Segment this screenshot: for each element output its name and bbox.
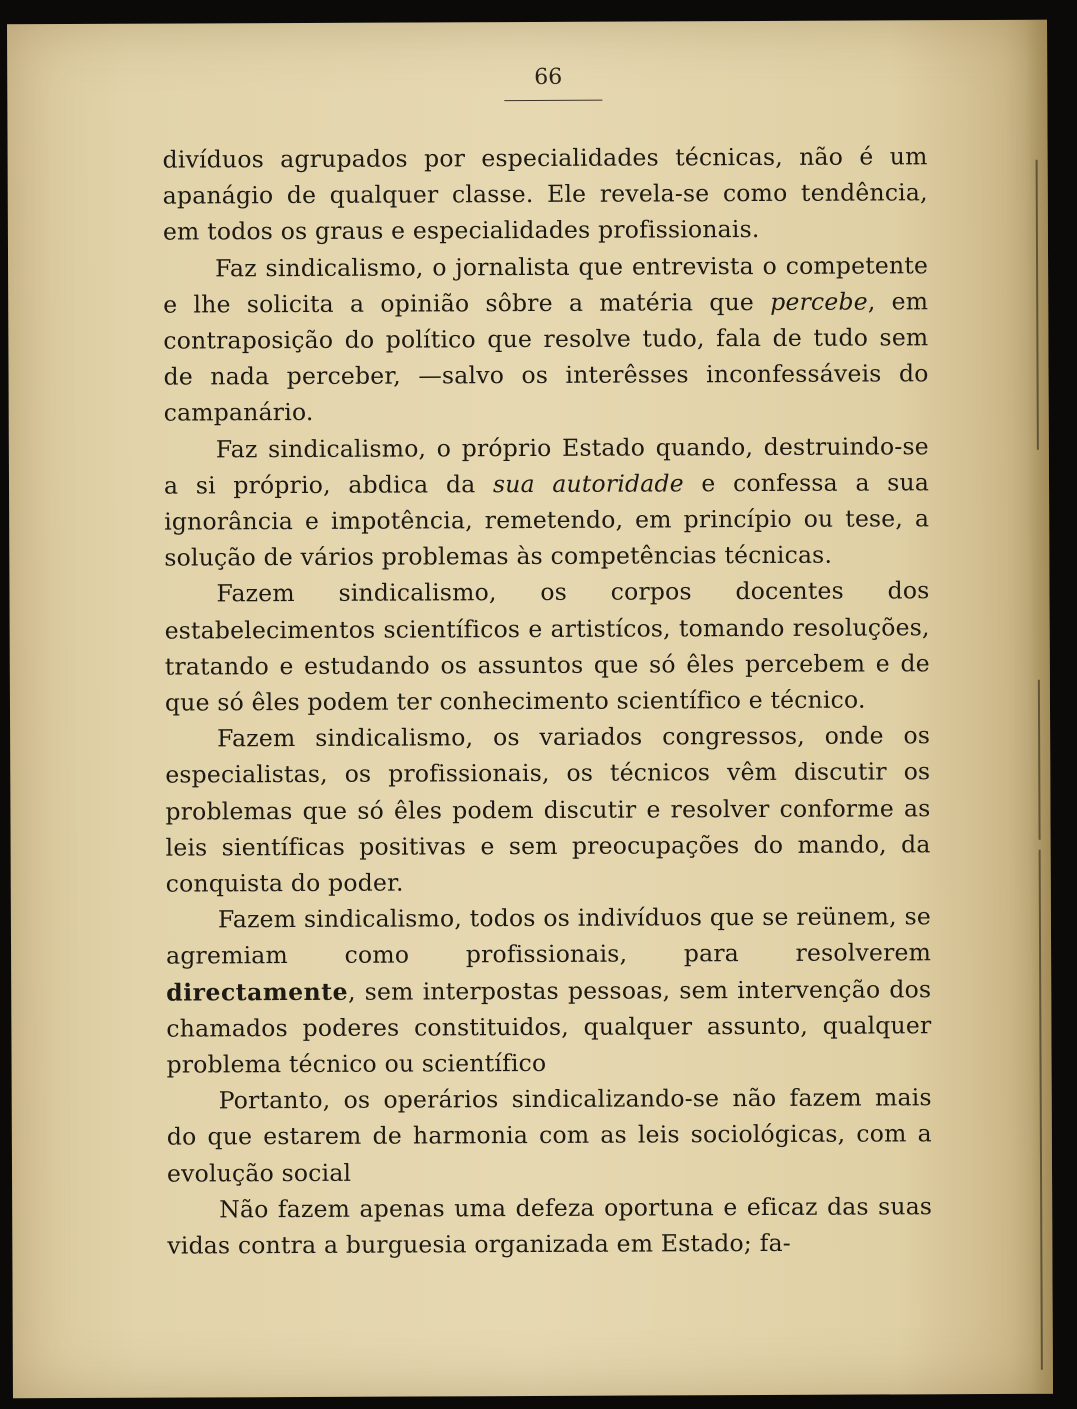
text-segment: , sem interpostas pessoas, sem intervenção dos chamados poderes constituidos, qualquer assunto, qualquer problema técnico ou scientífico xyxy=(166,974,932,1079)
text-segment: Fazem sindicalismo, todos os indivíduos que se reünem, se agremiam como profissionais, para resolverem xyxy=(166,902,932,971)
paragraph xyxy=(165,718,931,902)
paragraph xyxy=(163,138,928,250)
text-segment: Faz sindicalismo, o jornalista que entrevista o competente e lhe solicita a opinião sôbre a matéria que xyxy=(163,250,929,319)
italic-text: percebe xyxy=(770,287,868,316)
text-segment: Fazem sindicalismo, os corpos docentes dos estabelecimentos scientíficos e artistícos, tomando resoluções, tratando e estudando os assuntos que só êles percebem e de que só êles podem ter conhecimento scientífico e técnico. xyxy=(164,576,930,717)
body-text xyxy=(163,138,933,1264)
page-edge-mark xyxy=(1036,160,1039,450)
text-segment: Faz sindicalismo, o próprio Estado quando, destruindo-se a si próprio, abdica da xyxy=(163,431,929,500)
paragraph xyxy=(166,899,932,1083)
header-rule xyxy=(504,100,602,101)
paragraph xyxy=(167,1188,932,1264)
page-number: 66 xyxy=(534,64,563,90)
bold-text: directamente xyxy=(166,977,349,1007)
text-segment: Portanto, os operários sindicalizando-se não fazem mais do que estarem de harmonia com as leis sociológicas, com a evolução social xyxy=(166,1083,932,1188)
book-page xyxy=(7,20,1053,1399)
paragraph xyxy=(164,428,930,576)
page-edge-mark xyxy=(1038,680,1041,840)
paragraph xyxy=(163,247,929,431)
text-segment: Não fazem apenas uma defeza oportuna e eficaz das suas vidas contra a burguesia organizada em Estado; fa- xyxy=(167,1192,933,1260)
text-segment: divíduos agrupados por especialidades técnicas, não é um apanágio de qualquer classe. Ele revela-se como tendência, em todos os graus e especialidades profissionais. xyxy=(162,142,928,247)
page-edge-mark xyxy=(1039,850,1043,1370)
text-segment: , em contraposição do político que resolve tudo, fala de tudo sem de nada perceber, —salvo os interêsses inconfessáveis do campanário. xyxy=(163,287,929,428)
paragraph xyxy=(167,1080,932,1192)
paragraph xyxy=(164,573,930,721)
italic-text: sua autoridade xyxy=(492,469,684,498)
text-segment: Fazem sindicalismo, os variados congressos, onde os especialistas, os profissionais, os técnicos vêm discutir os problemas que só êles podem discutir e resolver conforme as leis sientíficas positivas e sem preocupações do mando, da conquista do poder. xyxy=(165,721,931,898)
text-segment: e confessa a sua ignorância e impotência, remetendo, em princípio ou tese, a solução de vários problemas às competências técnicas. xyxy=(164,468,930,572)
